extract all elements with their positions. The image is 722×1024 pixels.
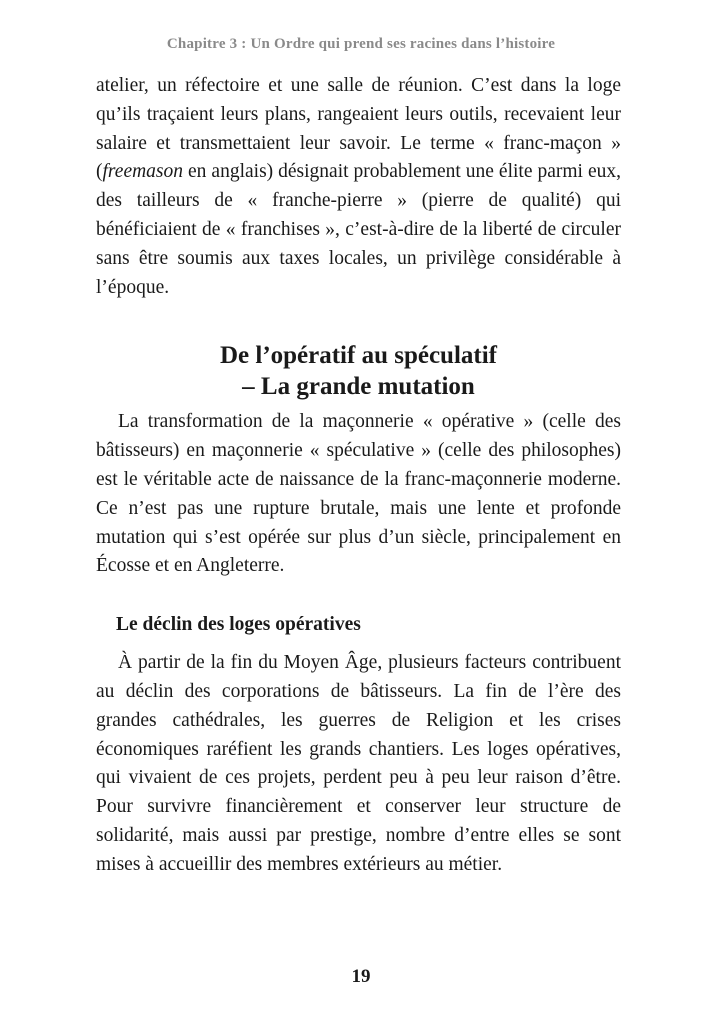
paragraph-decline: À partir de la fin du Moyen Âge, plusieurs facteurs contribuent au déclin des corporations de bâtisseurs. La fin de l’ère des grandes cathédrales, les guerres de Religion et les crises économiques raréfient les grands chantiers. Les loges opératives, qui vivaient de ces projets, perdent peu à peu leur raison d’être. Pour survivre financièrement et conserver leur structure de solidarité, mais aussi par prestige, nombre d’entre elles se sont mises à accueillir des membres extérieurs au métier. (96, 652, 621, 875)
paragraph-transformation: La transformation de la maçonnerie « opérative » (celle des bâtisseurs) en maçonnerie « spéculative » (celle des philosophes) est le véritable acte de naissance de la franc-maçonnerie moderne. Ce n’est pas une rupture brutale, mais une lente et profonde mutation qui s’est opérée sur plus d’un siècle, principalement en Écosse et en Angleterre. (96, 411, 621, 577)
section-title-line-2: – La grande mutation (242, 373, 475, 401)
page-content (96, 72, 621, 880)
paragraph-continuation (96, 72, 621, 302)
page-number: 19 (351, 966, 371, 987)
paragraph-text: atelier, un réfectoire et une salle de réunion. C’est dans la loge qu’ils traçaient leurs plans, rangeaient leurs outils, recevaient leur salaire et transmettaient leur savoir. Le terme « franc-maçon » ( (96, 75, 621, 183)
subsection-title: Le déclin des loges opératives (116, 614, 361, 636)
running-header: Chapitre 3 : Un Ordre qui prend ses racines dans l’histoire (166, 36, 556, 52)
paragraph-text-rest: en anglais) désignait probablement une élite parmi eux, des tailleurs de « franche-pierre » (pierre de qualité) qui bénéficiaient de « franchises », c’est-à-dire de la liberté de circuler sans être soumis aux taxes locales, un privilège considérable à l’époque. (96, 161, 621, 298)
section-title-line-1: De l’opératif au spéculatif (219, 342, 498, 370)
section-title (96, 340, 621, 402)
italic-term: freemason (102, 161, 184, 183)
